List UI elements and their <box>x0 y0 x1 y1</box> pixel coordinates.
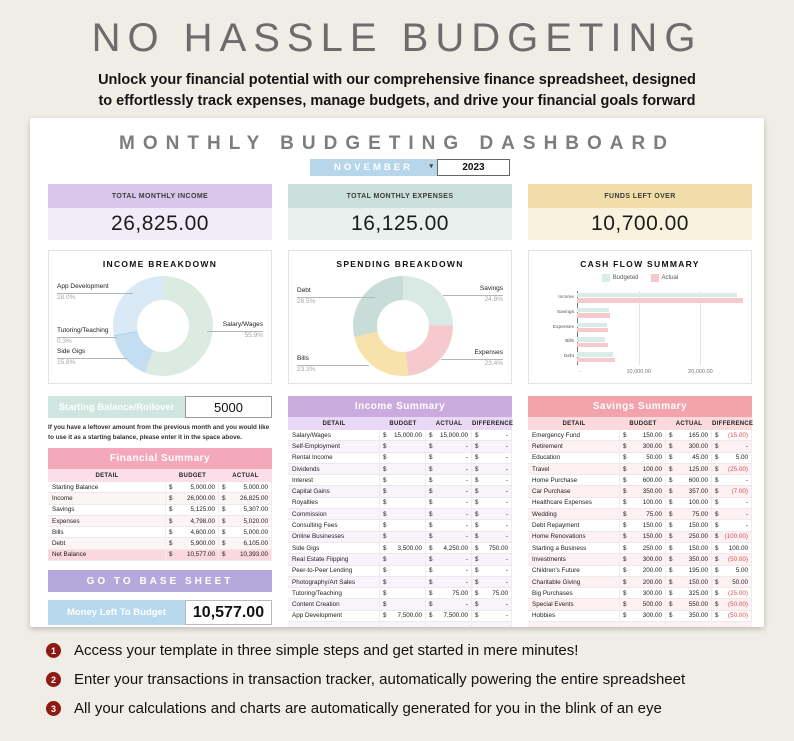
table-row[interactable]: Peer-to-Peer Lending $ $ - $ - <box>288 566 512 577</box>
money-left-row <box>48 600 272 625</box>
dashboard-title: MONTHLY BUDGETING DASHBOARD <box>119 133 675 154</box>
table-row[interactable]: Special Events $ 500.00 $ 550.00 $ (50.00) <box>528 599 752 610</box>
cashflow-bar-group: Savings <box>577 306 743 321</box>
page-subtitle <box>0 70 794 112</box>
starting-balance-label: Starting Balance/Rollover <box>48 396 185 418</box>
table-row[interactable]: Expenses $ 4,798.00 $ 5,020.00 <box>48 516 272 527</box>
savings-summary-table <box>528 396 752 627</box>
table-row[interactable] <box>528 622 752 627</box>
money-left-value: 10,577.00 <box>185 600 272 625</box>
income-card-value: 26,825.00 <box>48 208 272 240</box>
income-summary-table <box>288 396 512 627</box>
donut-label-bills: Bills 23.3% <box>297 355 369 375</box>
cashflow-bar <box>577 328 608 332</box>
table-row[interactable]: Investments $ 300.00 $ 350.00 $ (50.00) <box>528 554 752 565</box>
table-row[interactable]: Salary/Wages $ 15,000.00 $ 15,000.00 $ - <box>288 430 512 441</box>
cashflow-bar-group: Bills <box>577 335 743 350</box>
table-row[interactable]: Photography/Art Sales $ $ - $ - <box>288 577 512 588</box>
step-3-badge: 3 <box>46 701 61 716</box>
step-2-badge: 2 <box>46 672 61 687</box>
donut-label-debt: Debt 28.5% <box>297 287 375 307</box>
step-1-text: Access your template in three simple steps and get started in mere minutes! <box>74 642 579 659</box>
table-row[interactable]: Home Renovations $ 150.00 $ 250.00 $ (100.00) <box>528 532 752 543</box>
financial-summary-table <box>48 448 272 561</box>
table-row[interactable]: Rental Income $ $ - $ - <box>288 453 512 464</box>
income-summary-title: Income Summary <box>288 396 512 417</box>
table-row[interactable]: Charitable Giving $ 200.00 $ 150.00 $ 50.00 <box>528 577 752 588</box>
table-row[interactable]: Debt $ 5,900.00 $ 6,105.00 <box>48 538 272 549</box>
table-row[interactable]: App Development $ 7,500.00 $ 7,500.00 $ - <box>288 611 512 622</box>
table-row[interactable]: Royalties $ $ - $ - <box>288 498 512 509</box>
table-row[interactable]: Tutoring/Teaching $ $ 75.00 $ 75.00 <box>288 588 512 599</box>
cash-flow-legend <box>529 274 751 282</box>
donut-label-salary-wages: Salary/Wages 55.9% <box>207 321 263 341</box>
table-row[interactable]: Starting Balance $ 5,000.00 $ 5,000.00 <box>48 482 272 493</box>
starting-balance-input[interactable]: 5000 <box>185 396 272 418</box>
table-row[interactable]: Online Businesses $ $ - $ - <box>288 532 512 543</box>
month-selector[interactable] <box>310 159 437 176</box>
table-row[interactable]: Commission $ $ - $ - <box>288 509 512 520</box>
income-card-label: TOTAL MONTHLY INCOME <box>48 184 272 208</box>
financial-summary-title: Financial Summary <box>48 448 272 469</box>
money-left-label: Money Left To Budget <box>48 600 185 625</box>
month-label: NOVEMBER <box>334 162 413 173</box>
spending-breakdown-title: SPENDING BREAKDOWN <box>336 259 464 269</box>
cash-flow-panel <box>528 250 752 384</box>
chevron-down-icon[interactable]: ▾ <box>429 163 433 170</box>
step-2-text: Enter your transactions in transaction tracker, automatically powering the entire spreadsheet <box>74 671 686 688</box>
income-summary-card <box>48 184 272 240</box>
table-row[interactable] <box>288 622 512 627</box>
cashflow-bar <box>577 343 608 347</box>
cashflow-bar-group: Debt <box>577 350 743 365</box>
table-row[interactable]: Side Gigs $ 3,500.00 $ 4,250.00 $ 750.00 <box>288 543 512 554</box>
income-breakdown-title: INCOME BREAKDOWN <box>102 259 218 269</box>
cashflow-bar <box>577 308 609 312</box>
step-1-badge: 1 <box>46 643 61 658</box>
cashflow-plot: - 10,000.00 20,000.00 Income Savings Expenses Bills Debt <box>577 291 743 365</box>
savings-summary-title: Savings Summary <box>528 396 752 417</box>
table-row[interactable]: Big Purchases $ 300.00 $ 325.00 $ (25.00) <box>528 588 752 599</box>
expenses-card-value: 16,125.00 <box>288 208 512 240</box>
table-row[interactable]: Content Creation $ $ - $ - <box>288 599 512 610</box>
donut-label-side-gigs: Side Gigs 15.8% <box>57 348 127 368</box>
funds-card-value: 10,700.00 <box>528 208 752 240</box>
cash-flow-title: CASH FLOW SUMMARY <box>580 259 700 269</box>
table-row[interactable]: Children's Future $ 200.00 $ 195.00 $ 5.00 <box>528 566 752 577</box>
legend-item: Budgeted <box>602 274 639 282</box>
table-row[interactable]: Interest $ $ - $ - <box>288 475 512 486</box>
cashflow-bar <box>577 323 607 327</box>
donut-label-tutoring: Tutoring/Teaching 0.3% <box>57 327 117 347</box>
cashflow-bar <box>577 313 610 317</box>
cashflow-bar <box>577 352 613 356</box>
legend-item: Actual <box>651 274 679 282</box>
table-row[interactable]: Dividends $ $ - $ - <box>288 464 512 475</box>
table-row[interactable]: Consulting Fees $ $ - $ - <box>288 520 512 531</box>
income-summary-columns: DETAIL BUDGET ACTUAL DIFFERENCE <box>288 417 512 430</box>
step-item-2 <box>46 671 685 688</box>
legend-swatch <box>602 274 610 282</box>
donut-label-expenses: Expenses 23.4% <box>441 349 503 369</box>
savings-summary-body <box>528 430 752 627</box>
funds-left-card <box>528 184 752 240</box>
table-row[interactable]: Emergency Fund $ 150.00 $ 165.00 $ (15.00) <box>528 430 752 441</box>
donut-label-savings: Savings 24.8% <box>443 285 503 305</box>
cashflow-bar-group: Expenses <box>577 321 743 336</box>
go-to-base-sheet-button[interactable]: GO TO BASE SHEET <box>48 570 272 592</box>
table-row[interactable]: Healthcare Expenses $ 100.00 $ 100.00 $ - <box>528 498 752 509</box>
income-summary-body <box>288 430 512 627</box>
table-row[interactable]: Home Purchase $ 600.00 $ 600.00 $ - <box>528 475 752 486</box>
starting-balance-row <box>48 396 272 418</box>
table-row[interactable]: Hobbies $ 300.00 $ 350.00 $ (50.00) <box>528 611 752 622</box>
table-row[interactable]: Capital Gains $ $ - $ - <box>288 486 512 497</box>
income-breakdown-panel <box>48 250 272 384</box>
expenses-summary-card <box>288 184 512 240</box>
table-row[interactable]: Savings $ 5,125.00 $ 5,307.00 <box>48 505 272 516</box>
cashflow-bar <box>577 298 743 302</box>
table-row[interactable]: Real Estate Flipping $ $ - $ - <box>288 554 512 565</box>
step-3-text: All your calculations and charts are automatically generated for you in the blink of an eye <box>74 700 662 717</box>
cashflow-bar <box>577 337 605 341</box>
cashflow-bar <box>577 293 737 297</box>
financial-summary-columns: DETAIL BUDGET ACTUAL <box>48 469 272 482</box>
table-row[interactable]: Starting a Business $ 250.00 $ 150.00 $ 100.00 <box>528 543 752 554</box>
dashboard-sheet <box>30 118 764 627</box>
page-title: NO HASSLE BUDGETING <box>91 16 703 60</box>
table-row[interactable]: Wedding $ 75.00 $ 75.00 $ - <box>528 509 752 520</box>
table-row[interactable]: Self-Employment $ $ - $ - <box>288 441 512 452</box>
table-row[interactable]: Car Purchase $ 350.00 $ 357.00 $ (7.00) <box>528 486 752 497</box>
table-row[interactable]: Debt Repayment $ 150.00 $ 150.00 $ - <box>528 520 752 531</box>
subtitle-line-2: to effortlessly track expenses, manage budgets, and drive your financial goals forward <box>98 93 696 110</box>
table-row[interactable]: Retirement $ 300.00 $ 300.00 $ - <box>528 441 752 452</box>
steps-list <box>46 642 685 717</box>
financial-summary-body <box>48 482 272 561</box>
table-row[interactable]: Travel $ 100.00 $ 125.00 $ (25.00) <box>528 464 752 475</box>
legend-swatch <box>651 274 659 282</box>
donut-label-app-development: App Development 28.0% <box>57 283 133 303</box>
table-row[interactable]: Income $ 26,000.00 $ 26,825.00 <box>48 493 272 504</box>
cashflow-bar-group: Income <box>577 291 743 306</box>
step-item-3 <box>46 700 685 717</box>
spending-breakdown-panel <box>288 250 512 384</box>
table-row[interactable]: Net Balance $ 10,577.00 $ 10,393.00 <box>48 550 272 561</box>
expenses-card-label: TOTAL MONTHLY EXPENSES <box>288 184 512 208</box>
cashflow-bar <box>577 358 615 362</box>
year-input[interactable]: 2023 <box>437 159 510 176</box>
step-item-1 <box>46 642 685 659</box>
starting-balance-note: If you have a leftover amount from the previous month and you would like to use it as a starting balance, please enter it in the space above. <box>48 424 270 441</box>
savings-summary-columns: DETAIL BUDGET ACTUAL DIFFERENCE <box>528 417 752 430</box>
funds-card-label: FUNDS LEFT OVER <box>528 184 752 208</box>
subtitle-line-1: Unlock your financial potential with our comprehensive finance spreadsheet, designed <box>98 72 696 88</box>
table-row[interactable]: Education $ 50.00 $ 45.00 $ 5.00 <box>528 453 752 464</box>
table-row[interactable]: Bills $ 4,600.00 $ 5,000.00 <box>48 527 272 538</box>
